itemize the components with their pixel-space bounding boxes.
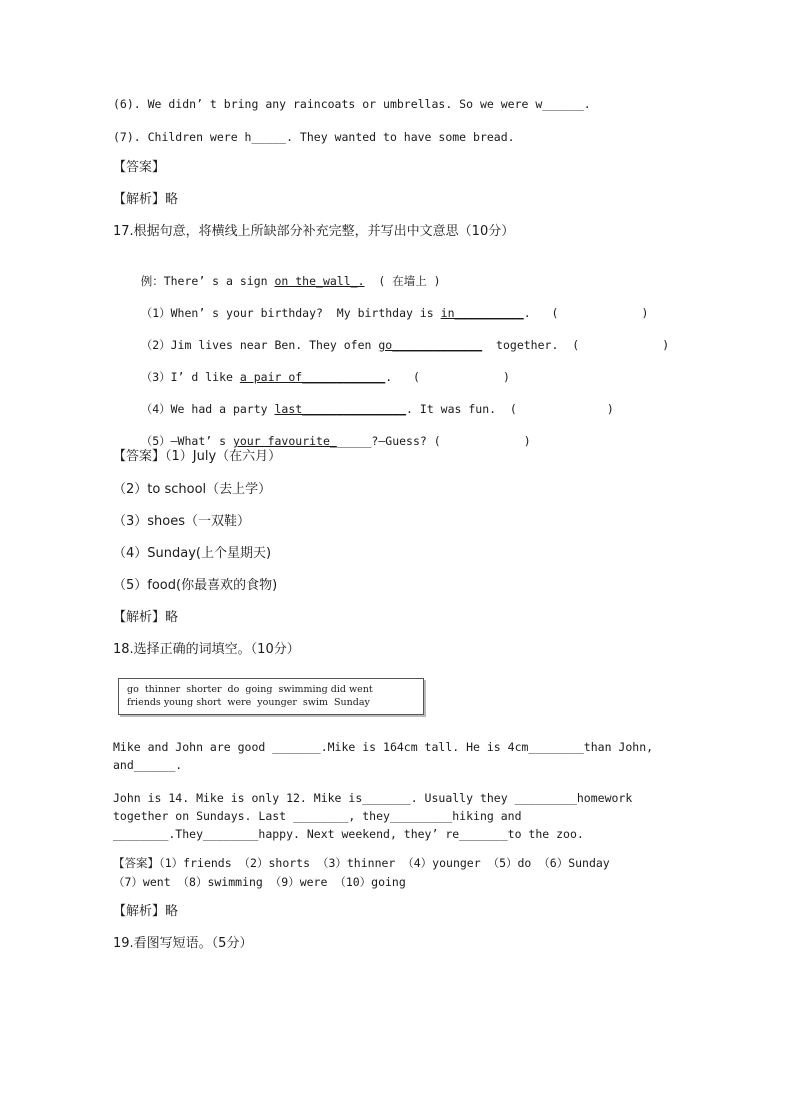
q17-example-pre: 例：There’ s a sign bbox=[140, 274, 275, 288]
q18-para1-line1: Mike and John are good _______.Mike is 164cm tall. He is 4cm________than John, bbox=[113, 740, 654, 754]
q17-answer-4: （4）Sunday(上个星期天) bbox=[113, 546, 272, 561]
q18-word-row-1: go thinner shorter do going swimming did went bbox=[127, 684, 373, 695]
q17-answer-1: 【答案】（1）July（在六月） bbox=[113, 449, 282, 464]
q18-para2-line2: together on Sundays. Last ________, they_________hiking and bbox=[113, 809, 522, 823]
q18-word-box bbox=[118, 678, 424, 715]
q17-item-1-post: . ( ) bbox=[523, 306, 649, 320]
q17-item-3-pre: （3）I’ d like bbox=[140, 370, 240, 384]
q17-item-4-pre: （4）We had a party bbox=[140, 402, 275, 416]
q17-item-4-post: . It was fun. ( ) bbox=[406, 402, 614, 416]
q18-para1-line2: and______. bbox=[113, 758, 183, 772]
q17-item-2-post: together. ( ) bbox=[482, 338, 670, 352]
q17-answer-3: （3）shoes（一双鞋） bbox=[113, 514, 251, 529]
q16-item-7: (7). Children were h_____. They wanted to have some bread. bbox=[113, 130, 515, 144]
q18-answer-line1: 【答案】（1）friends （2）shorts （3）thinner （4）younger （5）do （6）Sunday bbox=[113, 856, 610, 870]
q18-title: 18.选择正确的词填空。（10分） bbox=[113, 642, 300, 657]
q17-answer-2: （2）to school（去上学） bbox=[113, 482, 272, 497]
q17-item-4-blank: last_______________ bbox=[274, 402, 407, 416]
q18-word-row-2: friends young short were younger swim Sunday bbox=[127, 697, 370, 708]
q18-answer-line2: （7）went （8）swimming （9）were （10）going bbox=[113, 875, 406, 889]
q17-item-2-blank: go_____________ bbox=[378, 338, 483, 352]
q17-item-1-blank: in__________ bbox=[440, 306, 524, 320]
q17-example-underlined: on the_wall_. bbox=[274, 274, 365, 288]
q17-title: 17.根据句意，将横线上所缺部分补充完整，并写出中文意思（10分） bbox=[113, 224, 515, 239]
q18-para2-line1: John is 14. Mike is only 12. Mike is_______. Usually they _________homework bbox=[113, 791, 633, 805]
q17-item-3-blank: a pair of____________ bbox=[239, 370, 386, 384]
q16-analysis: 【解析】略 bbox=[113, 192, 179, 207]
q16-answer-label: 【答案】 bbox=[113, 160, 166, 175]
q18-para2-line3: ________.They________happy. Next weekend, they’ re_______to the zoo. bbox=[113, 827, 584, 841]
q17-analysis: 【解析】略 bbox=[113, 610, 179, 625]
q17-item-3-post: . ( ) bbox=[385, 370, 510, 384]
q17-item-1-pre: （1）When’ s your birthday? My birthday is bbox=[140, 306, 441, 320]
q17-item-2-pre: （2）Jim lives near Ben. They ofen bbox=[140, 338, 379, 352]
q17-answer-5: （5）food(你最喜欢的食物) bbox=[113, 578, 278, 593]
q17-item-5-blank: your favourite_ bbox=[232, 434, 337, 448]
q17-example-post: ( 在墙上 ) bbox=[364, 274, 441, 288]
q18-analysis: 【解析】略 bbox=[113, 904, 179, 919]
q19-title: 19.看图写短语。（5分） bbox=[113, 936, 253, 951]
q17-item-5-post: _____?—Guess? ( ) bbox=[336, 434, 531, 448]
q17-item-5-pre: （5）—What’ s bbox=[140, 434, 233, 448]
q16-item-6: (6). We didn’ t bring any raincoats or umbrellas. So we were w______. bbox=[113, 97, 591, 111]
